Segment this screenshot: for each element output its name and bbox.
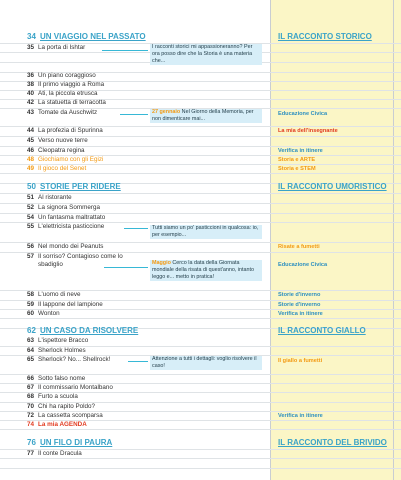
story-title: L'elettricista pasticcione — [38, 223, 105, 230]
section-genre: IL RACCONTO STORICO — [278, 32, 372, 41]
divider — [0, 318, 401, 319]
story-title: Un piano coraggioso — [38, 72, 96, 79]
story-title: La profezia di Spurinna — [38, 127, 103, 134]
page-number: 67 — [27, 384, 35, 391]
leader-line — [102, 50, 148, 51]
page-number: 63 — [27, 337, 35, 344]
note-box: Attenzione a tutti i dettagli: voglio risolvere il caso! — [150, 356, 262, 370]
note-text: Nel Giorno della Memoria, per non dimenticare mai... — [152, 109, 254, 122]
story-title: La signora Sommerga — [38, 204, 100, 211]
story-title: Il gioco del Senet — [38, 165, 87, 172]
story-title: La statuetta di terracotta — [38, 99, 106, 106]
section-number: 62 — [27, 326, 36, 335]
section-title: UN FILO DI PAURA — [40, 438, 113, 447]
section-number: 34 — [27, 32, 36, 41]
page-number: 35 — [27, 44, 35, 51]
activity-label: Storia e STEM — [278, 166, 316, 172]
page-number: 36 — [27, 72, 35, 79]
story-title: Il commissario Montalbano — [38, 384, 113, 391]
story-title: Furto a scuola — [38, 393, 78, 400]
leader-line — [120, 114, 148, 115]
story-title: Il sorriso? Contagioso come lo sbadiglio — [38, 253, 123, 268]
activity-label: Verifica in itinere — [278, 148, 323, 154]
page-number: 56 — [27, 243, 35, 250]
leader-line — [104, 267, 148, 268]
activity-label: Educazione Civica — [278, 111, 328, 117]
page-number: 44 — [27, 127, 35, 134]
section-genre: IL RACCONTO DEL BRIVIDO — [278, 438, 387, 447]
story-title: Chi ha rapito Poldo? — [38, 403, 96, 410]
page-number: 68 — [27, 393, 35, 400]
page-number: 54 — [27, 214, 35, 221]
page-number: 52 — [27, 204, 35, 211]
story-title: Il primo viaggio a Roma — [38, 81, 105, 88]
section-genre: IL RACCONTO UMORISTICO — [278, 182, 387, 191]
page-number: 59 — [27, 301, 35, 308]
leader-line — [124, 228, 148, 229]
activity-label: Storie d'inverno — [278, 292, 321, 298]
story-title: L'ispettore Bracco — [38, 337, 89, 344]
page-number: 43 — [27, 109, 35, 116]
page-number: 38 — [27, 81, 35, 88]
section-number: 76 — [27, 438, 36, 447]
story-title: Nel mondo dei Peanuts — [38, 243, 104, 250]
story-title: L'uomo di neve — [38, 291, 81, 298]
page-number: 65 — [27, 356, 35, 363]
page-number: 60 — [27, 310, 35, 317]
page-number: 72 — [27, 412, 35, 419]
section-title: UN CASO DA RISOLVERE — [40, 326, 139, 335]
story-title: La porta di Ishtar — [38, 44, 86, 51]
story-title: Wonton — [38, 310, 60, 317]
activity-label: Storia e ARTE — [278, 157, 316, 163]
story-title: Il conte Dracula — [38, 450, 82, 457]
page-number: 51 — [27, 194, 35, 201]
note-date: Maggio — [152, 260, 171, 266]
divider — [0, 173, 401, 174]
page-number: 64 — [27, 347, 35, 354]
story-title: Sotto falso nome — [38, 375, 86, 382]
page-number: 70 — [27, 403, 35, 410]
note-box: I racconti storici mi appassioneranno? Per ora posso dire che la Storia è una materia che... — [150, 44, 262, 65]
section-title: STORIE PER RIDERE — [40, 182, 121, 191]
page-number: 58 — [27, 291, 35, 298]
divider — [0, 468, 401, 469]
page-number: 74 — [27, 421, 35, 428]
divider — [0, 309, 401, 310]
page-number: 57 — [27, 253, 35, 260]
page-number: 46 — [27, 147, 35, 154]
divider — [0, 429, 401, 430]
activity-label: Risate a fumetti — [278, 244, 320, 250]
story-title: Tomate da Auschwitz — [38, 109, 98, 116]
story-title: Verso nuove terre — [38, 137, 88, 144]
story-title: La cassetta scomparsa — [38, 412, 103, 419]
activity-label: Educazione Civica — [278, 262, 328, 268]
note-box: Tutti siamo un po' pasticcioni in qualcosa: io, per esempio... — [150, 225, 262, 239]
story-title: Cleopatra regina — [38, 147, 85, 154]
activity-label: La mia dell'insegnante — [278, 128, 338, 134]
page-number: 49 — [27, 165, 35, 172]
story-title: Giochiamo con gli Egizi — [38, 156, 104, 163]
activity-label: Storie d'inverno — [278, 302, 321, 308]
page-number: 77 — [27, 450, 35, 457]
leader-line — [128, 361, 148, 362]
page-number: 48 — [27, 156, 35, 163]
divider — [0, 458, 401, 459]
note-box — [150, 109, 262, 123]
section-title: UN VIAGGIO NEL PASSATO — [40, 32, 146, 41]
story-title: Al ristorante — [38, 194, 72, 201]
story-title: Sherlock Holmes — [38, 347, 86, 354]
story-title: La mia AGENDA — [38, 421, 87, 428]
page-number: 66 — [27, 375, 35, 382]
page-number: 45 — [27, 137, 35, 144]
note-text: Cerco la data della Giornata mondiale della risata di quest'anno, intanto leggo e... metto in pratica! — [152, 260, 255, 280]
section-genre: IL RACCONTO GIALLO — [278, 326, 366, 335]
activity-label: Il giallo a fumetti — [278, 358, 323, 364]
story-title: Un fantasma maltrattato — [38, 214, 106, 221]
page-number: 40 — [27, 90, 35, 97]
page-number: 55 — [27, 223, 35, 230]
activity-label: Verifica in itinere — [278, 413, 323, 419]
story-title: Il lappone del lampione — [38, 301, 103, 308]
note-date: 27 gennaio — [152, 109, 181, 115]
note-box — [150, 260, 262, 281]
page-number: 42 — [27, 99, 35, 106]
section-number: 50 — [27, 182, 36, 191]
story-title: Ati, la piccola etrusca — [38, 90, 98, 97]
story-title: Sherlock? No... Shellrock! — [38, 356, 111, 363]
activity-label: Verifica in itinere — [278, 311, 323, 317]
